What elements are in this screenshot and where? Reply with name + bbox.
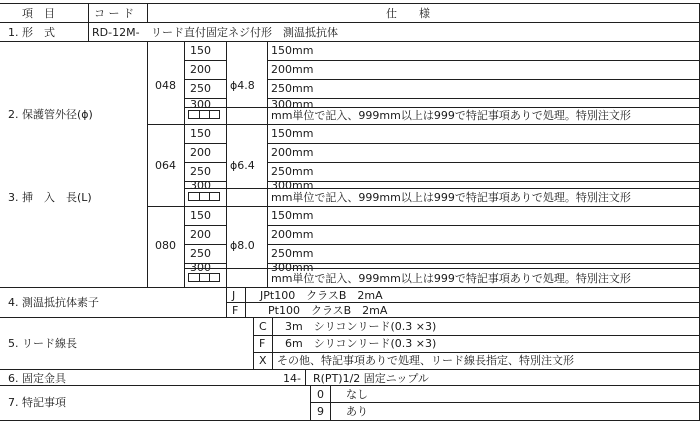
length-spec: 200mm [271,63,314,76]
tube-code: 064 [155,159,176,172]
header-item: 項 目 [22,7,55,20]
length-spec: 250mm [271,82,314,95]
length-code: 250 [190,165,211,178]
row2-label: 2. 保護管外径(ϕ) [8,108,93,121]
header-spec: 仕 様 [386,7,430,20]
length-code: 150 [190,44,211,57]
length-code: 250 [190,247,211,260]
custom-length-note: mm単位で記入、999mm以上は999で特記事項ありで処理。特別注文形 [271,272,631,285]
element-code: F [232,304,239,317]
length-code: 200 [190,146,211,159]
row3-label: 3. 挿 入 長(L) [8,191,92,204]
fitting-code: 14- [283,372,301,385]
special-code: 0 [317,388,324,401]
lead-code: X [259,354,267,367]
custom-length-note: mm単位で記入、999mm以上は999で特記事項ありで処理。特別注文形 [271,191,631,204]
tube-diameter: ϕ8.0 [230,239,255,252]
row1-code: RD-12M- [92,26,140,39]
custom-length-boxes [188,110,220,119]
length-code: 300 [190,261,211,274]
length-code: 150 [190,127,211,140]
tube-diameter: ϕ6.4 [230,159,255,172]
lead-code: C [259,320,267,333]
lead-spec: その他、特記事項ありで処理、リード線長指定、特別注文形 [277,354,574,367]
row4-label: 4. 測温抵抗体素子 [8,296,99,309]
tube-diameter: ϕ4.8 [230,79,255,92]
length-code: 150 [190,209,211,222]
special-code: 9 [317,405,324,418]
length-code: 200 [190,63,211,76]
row1-label: 1. 形 式 [8,26,55,39]
length-code: 300 [190,98,211,111]
element-spec: JPt100 クラスB 2mA [260,289,383,302]
row7-label: 7. 特記事項 [8,396,66,409]
tube-code: 048 [155,79,176,92]
row1-spec: リード直付固定ネジ付形 測温抵抗体 [151,26,338,39]
special-spec: なし [346,388,368,401]
fitting-spec: R(PT)1/2 固定ニップル [313,372,429,385]
length-code: 250 [190,82,211,95]
special-spec: あり [346,405,368,418]
element-spec: Pt100 クラスB 2mA [268,304,388,317]
length-spec: 200mm [271,146,314,159]
element-code: J [232,289,236,302]
row6-label: 6. 固定金具 [8,372,66,385]
lead-spec: 6m シリコンリード(0.3 ×3) [285,337,437,350]
length-spec: 150mm [271,44,314,57]
length-spec: 250mm [271,247,314,260]
header-code: コ ー ド [94,7,134,20]
length-code: 300 [190,179,211,192]
lead-code: F [259,337,266,350]
length-code: 200 [190,228,211,241]
length-spec: 150mm [271,209,314,222]
length-spec: 200mm [271,228,314,241]
tube-code: 080 [155,239,176,252]
length-spec: 300mm [271,98,314,111]
length-spec: 300mm [271,179,314,192]
custom-length-boxes [188,192,220,201]
custom-length-boxes [188,273,220,282]
length-spec: 300mm [271,261,314,274]
length-spec: 250mm [271,165,314,178]
length-spec: 150mm [271,127,314,140]
custom-length-note: mm単位で記入、999mm以上は999で特記事項ありで処理。特別注文形 [271,109,631,122]
row5-label: 5. リード線長 [8,337,77,350]
lead-spec: 3m シリコンリード(0.3 ×3) [285,320,437,333]
